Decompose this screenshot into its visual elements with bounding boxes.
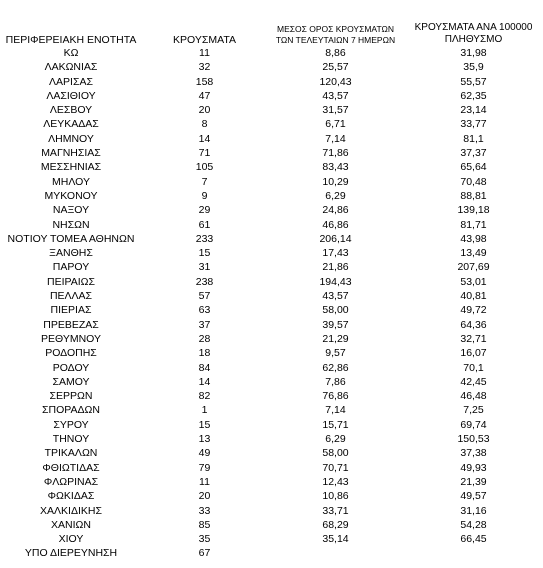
cell-per100k: [404, 546, 543, 560]
table-row: [0, 260, 543, 274]
cell-avg7: 6,29: [325, 189, 346, 202]
cell-region: ΝΑΞΟΥ: [52, 204, 90, 217]
cell-per100k: 49,57: [460, 490, 487, 503]
cell-region: ΡΟΔΟΥ: [52, 361, 90, 374]
cell-region: ΠΡΕΒΕΖΑΣ: [43, 318, 99, 331]
cell-per100k: 42,45: [460, 375, 487, 388]
cell-cases: 61: [198, 218, 211, 231]
table-row: [0, 46, 543, 60]
header-per100k-line1: ΚΡΟΥΣΜΑΤΑ ΑΝΑ 100000: [414, 22, 533, 33]
cell-cases: 9: [201, 189, 208, 202]
cell-per100k: 70,48: [460, 175, 487, 188]
cell-region: ΠΕΙΡΑΙΩΣ: [47, 275, 95, 288]
header-per100k-line2: ΠΛΗΘΥΣΜΟ: [444, 34, 503, 45]
cell-avg7: 12,43: [322, 475, 349, 488]
cell-region: ΦΘΙΩΤΙΔΑΣ: [42, 461, 100, 474]
table-row: [0, 475, 543, 489]
cell-cases: 71: [198, 147, 211, 160]
cell-avg7: 71,86: [322, 147, 349, 160]
table-row: [0, 132, 543, 146]
table-row: [0, 375, 543, 389]
cell-avg7: 25,57: [322, 61, 349, 74]
cell-avg7: 7,14: [325, 404, 346, 417]
cell-avg7: 120,43: [319, 75, 352, 88]
cell-region: ΣΑΜΟΥ: [52, 375, 90, 388]
cell-avg7: 35,14: [322, 533, 349, 546]
cell-region: ΧΑΝΙΩΝ: [51, 518, 91, 531]
table-row: [0, 218, 543, 232]
table-row: [0, 346, 543, 360]
cell-avg7: 58,00: [322, 447, 349, 460]
table-row: [0, 60, 543, 74]
cell-per100k: 70,1: [463, 361, 484, 374]
cell-avg7: 62,86: [322, 361, 349, 374]
cell-region: ΧΙΟΥ: [58, 533, 84, 546]
cell-region: ΦΩΚΙΔΑΣ: [47, 490, 95, 503]
cell-per100k: 65,64: [460, 161, 487, 174]
cell-per100k: 64,36: [460, 318, 487, 331]
table-row: [0, 403, 543, 417]
header-per100k: [404, 12, 543, 46]
cell-region: ΣΕΡΡΩΝ: [49, 390, 93, 403]
table-row: [0, 461, 543, 475]
cell-cases: 31: [198, 261, 211, 274]
cell-region: ΠΙΕΡΙΑΣ: [50, 304, 92, 317]
cell-cases: 67: [198, 547, 211, 560]
header-avg7-line2: ΤΩΝ ΤΕΛΕΥΤΑΙΩΝ 7 ΗΜΕΡΩΝ: [275, 35, 396, 45]
cell-cases: 233: [195, 232, 214, 245]
cell-region: ΦΛΩΡΙΝΑΣ: [43, 475, 99, 488]
cell-region: ΠΕΛΛΑΣ: [49, 290, 93, 303]
table-row: [0, 432, 543, 446]
cell-cases: 35: [198, 533, 211, 546]
cell-avg7: 9,57: [325, 347, 346, 360]
cell-cases: 11: [199, 47, 210, 59]
header-region: [0, 12, 142, 46]
table-row: [0, 318, 543, 332]
cell-per100k: 43,98: [460, 232, 487, 245]
cell-avg7: 10,86: [322, 490, 349, 503]
cell-cases: 1: [201, 404, 208, 417]
cell-cases: 84: [198, 361, 211, 374]
cell-cases: 158: [195, 75, 214, 88]
cell-avg7: 58,00: [322, 304, 349, 317]
cell-per100k: 40,81: [460, 290, 487, 303]
cell-cases: 20: [198, 104, 211, 117]
cell-region: ΡΕΘΥΜΝΟΥ: [40, 332, 101, 345]
header-avg7: [267, 12, 404, 46]
table-row: [0, 489, 543, 503]
cell-cases: 15: [198, 247, 211, 260]
table-row: [0, 303, 543, 317]
cell-per100k: 37,38: [460, 447, 487, 460]
cell-avg7: 7,86: [325, 375, 346, 388]
table-row: [0, 289, 543, 303]
table-row: [0, 389, 543, 403]
cell-region: ΣΥΡΟΥ: [53, 418, 89, 431]
table-body: [0, 46, 543, 561]
table-row: [0, 75, 543, 89]
cell-per100k: 31,16: [460, 504, 487, 517]
cell-cases: 105: [195, 161, 214, 174]
table-row: [0, 160, 543, 174]
cell-region: ΜΥΚΟΝΟΥ: [44, 189, 98, 202]
cell-cases: 33: [198, 504, 211, 517]
cell-per100k: 62,35: [460, 89, 487, 102]
table-row: [0, 518, 543, 532]
cell-per100k: 37,37: [460, 147, 487, 160]
cell-per100k: 46,48: [460, 390, 487, 403]
cell-region: ΜΕΣΣΗΝΙΑΣ: [40, 161, 102, 174]
cell-cases: 57: [198, 290, 211, 303]
cell-per100k: 81,1: [463, 132, 484, 145]
cell-cases: 63: [198, 304, 211, 317]
cell-avg7: 21,29: [322, 332, 349, 345]
cell-avg7: 43,57: [322, 89, 349, 102]
cell-avg7: 70,71: [322, 461, 349, 474]
cell-cases: 13: [198, 433, 211, 446]
cell-region: ΡΟΔΟΠΗΣ: [45, 347, 97, 360]
cell-cases: 32: [198, 61, 211, 74]
cell-per100k: 21,39: [460, 475, 487, 488]
cell-avg7: 83,43: [322, 161, 349, 174]
cell-per100k: 49,93: [460, 461, 487, 474]
cell-per100k: 53,01: [460, 275, 487, 288]
cell-cases: 8: [201, 118, 208, 131]
cell-region: ΣΠΟΡΑΔΩΝ: [42, 404, 100, 417]
cell-region: ΛΑΡΙΣΑΣ: [49, 75, 93, 88]
cell-cases: 29: [198, 204, 211, 217]
cell-cases: 49: [198, 447, 211, 460]
cell-avg7: 46,86: [322, 218, 349, 231]
cell-region: ΠΑΡΟΥ: [52, 261, 90, 274]
cell-per100k: 88,81: [460, 189, 487, 202]
cell-avg7: 6,29: [325, 433, 346, 446]
cell-avg7: 68,29: [322, 518, 349, 531]
cell-avg7: [267, 546, 404, 560]
cell-per100k: 150,53: [457, 433, 490, 446]
cell-avg7: 17,43: [322, 247, 349, 260]
cell-avg7: 43,57: [322, 290, 349, 303]
table-row: [0, 103, 543, 117]
cell-avg7: 6,71: [325, 118, 346, 131]
cell-cases: 15: [198, 418, 211, 431]
cell-per100k: 207,69: [457, 261, 490, 274]
table-row: [0, 446, 543, 460]
cell-region: ΧΑΛΚΙΔΙΚΗΣ: [40, 504, 102, 517]
table-row: [0, 275, 543, 289]
cell-cases: 82: [198, 390, 211, 403]
cell-per100k: 69,74: [460, 418, 487, 431]
table-row: [0, 189, 543, 203]
cell-avg7: 24,86: [322, 204, 349, 217]
cell-region: ΝΟΤΙΟΥ ΤΟΜΕΑ ΑΘΗΝΩΝ: [7, 232, 135, 245]
cell-cases: 79: [198, 461, 211, 474]
cell-avg7: 8,86: [325, 47, 346, 59]
cell-region: ΛΕΥΚΑΔΑΣ: [43, 118, 99, 131]
cell-cases: 14: [198, 132, 211, 145]
header-cases-label: ΚΡΟΥΣΜΑΤΑ: [173, 34, 236, 46]
cell-per100k: 49,72: [460, 304, 487, 317]
cell-per100k: 54,28: [460, 518, 487, 531]
cell-region: ΛΑΣΙΘΙΟΥ: [46, 89, 96, 102]
cell-avg7: 21,86: [322, 261, 349, 274]
header-cases: [142, 12, 267, 46]
table-row: [0, 246, 543, 260]
cell-avg7: 10,29: [322, 175, 349, 188]
cell-avg7: 7,14: [325, 132, 346, 145]
cell-region: ΤΡΙΚΑΛΩΝ: [44, 447, 98, 460]
cell-cases: 238: [195, 275, 214, 288]
cell-cases: 85: [198, 518, 211, 531]
cell-cases: 14: [198, 375, 211, 388]
cell-per100k: 66,45: [460, 533, 487, 546]
cell-cases: 37: [198, 318, 211, 331]
cell-per100k: 23,14: [460, 104, 487, 117]
cell-per100k: 139,18: [457, 204, 490, 217]
table-row: [0, 232, 543, 246]
cell-avg7: 33,71: [322, 504, 349, 517]
cell-cases: 20: [198, 490, 211, 503]
cell-avg7: 194,43: [319, 275, 352, 288]
cell-cases: 28: [198, 332, 211, 345]
header-row: [0, 12, 543, 46]
cell-region: ΛΗΜΝΟΥ: [48, 132, 94, 145]
cell-region: ΝΗΣΩΝ: [52, 218, 90, 231]
table-row: [0, 203, 543, 217]
cell-avg7: 76,86: [322, 390, 349, 403]
table-row: [0, 504, 543, 518]
cell-per100k: 81,71: [460, 218, 487, 231]
cell-per100k: 16,07: [460, 347, 487, 360]
table-row: [0, 546, 543, 560]
table-header: [0, 12, 543, 46]
table-row: [0, 532, 543, 546]
table-row: [0, 117, 543, 131]
cell-region: ΥΠΟ ΔΙΕΡΕΥΝΗΣΗ: [24, 547, 118, 560]
cell-region: ΤΗΝΟΥ: [52, 433, 90, 446]
cell-cases: 47: [198, 89, 211, 102]
cell-per100k: 35,9: [463, 61, 484, 74]
cell-region: ΜΑΓΝΗΣΙΑΣ: [41, 147, 101, 160]
table-row: [0, 332, 543, 346]
header-region-label: ΠΕΡΙΦΕΡΕΙΑΚΗ ΕΝΟΤΗΤΑ: [5, 34, 137, 46]
table-row: [0, 146, 543, 160]
cell-avg7: 31,57: [322, 104, 349, 117]
cell-per100k: 55,57: [460, 75, 487, 88]
cell-avg7: 206,14: [319, 232, 352, 245]
table-row: [0, 361, 543, 375]
header-avg7-line1: ΜΕΣΟΣ ΟΡΟΣ ΚΡΟΥΣΜΑΤΩΝ: [277, 24, 394, 34]
cell-per100k: 13,49: [460, 247, 487, 260]
cell-region: ΛΕΣΒΟΥ: [49, 104, 93, 117]
cell-cases: 11: [199, 475, 210, 488]
cell-cases: 18: [198, 347, 211, 360]
cell-region: ΛΑΚΩΝΙΑΣ: [44, 61, 98, 74]
cell-region: ΜΗΛΟΥ: [52, 175, 90, 188]
cell-cases: 7: [201, 175, 208, 188]
cases-table: [0, 12, 543, 561]
cell-per100k: 31,98: [460, 47, 487, 59]
table-row: [0, 175, 543, 189]
cell-avg7: 39,57: [322, 318, 349, 331]
cell-per100k: 33,77: [460, 118, 487, 131]
cell-per100k: 7,25: [463, 404, 484, 417]
table-row: [0, 418, 543, 432]
table-row: [0, 89, 543, 103]
cell-avg7: 15,71: [322, 418, 349, 431]
cell-region: ΚΩ: [63, 47, 79, 59]
cell-region: ΞΑΝΘΗΣ: [49, 247, 93, 260]
cell-per100k: 32,71: [460, 332, 487, 345]
